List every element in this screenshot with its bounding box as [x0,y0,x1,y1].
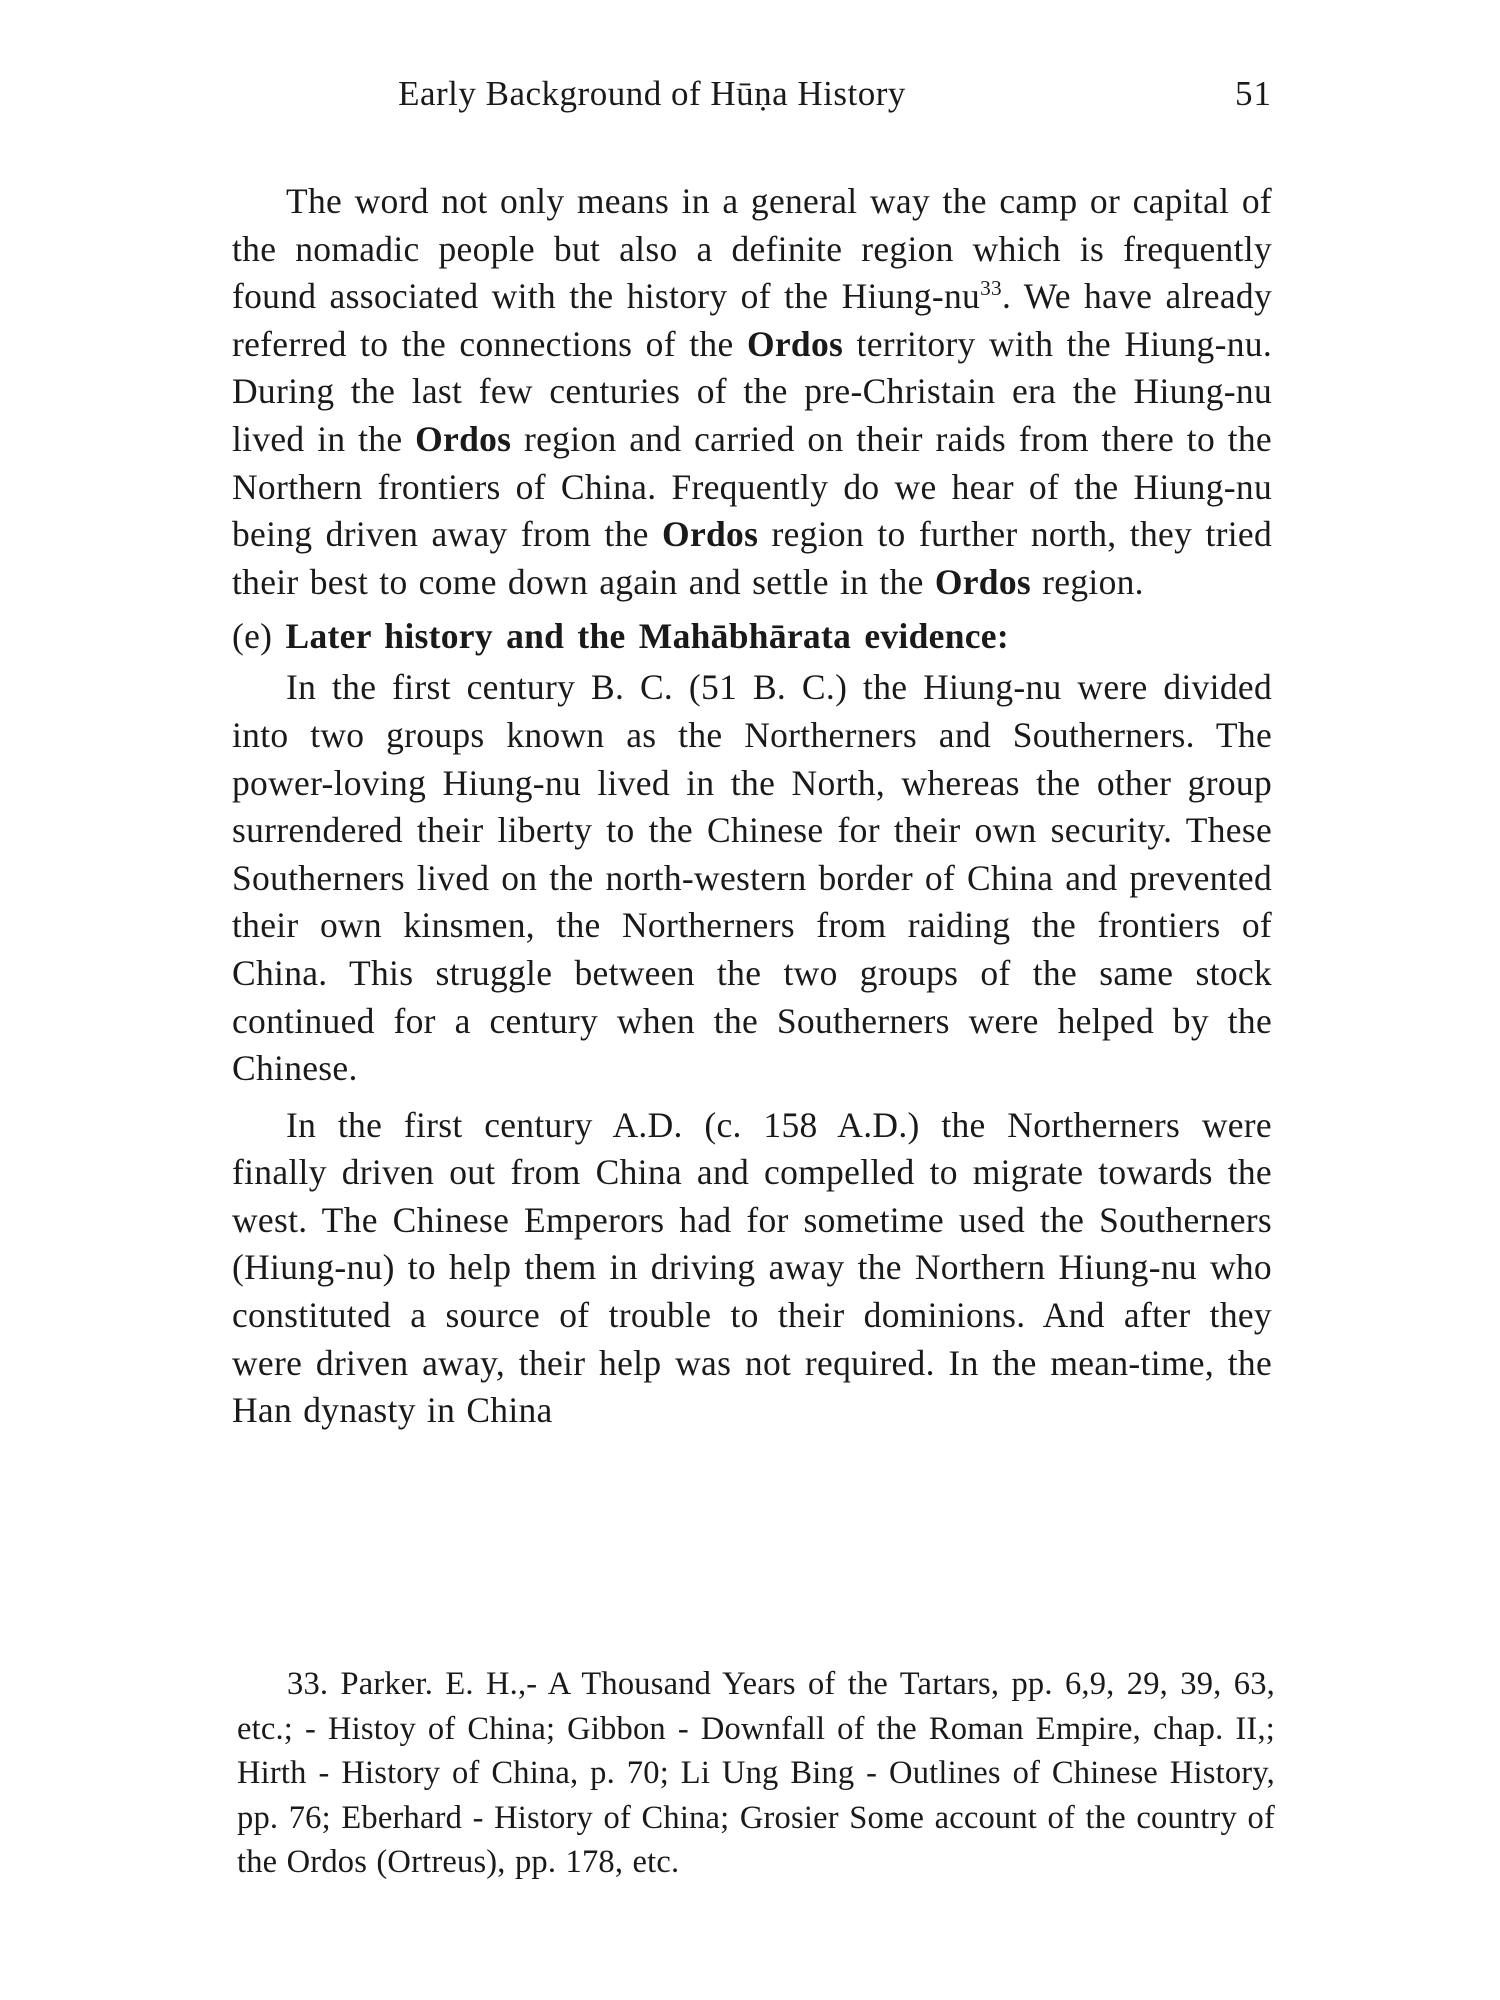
paragraph-3: In the first century A.D. (c. 158 A.D.) the Northerners were finally driven out from China and compelled to migrate towards the west. The Chinese Emperors had for sometime used the Southerners (Hiung-nu) to help them in driving away the Northern Hiung-nu who constituted a source of trouble to their dominions. And after they were driven away, their help was not required. In the mean-time, the Han dynasty in China [232,1104,1272,1431]
footnote-reference: 33 [980,276,1002,301]
paragraph-2: In the first century B. C. (51 B. C.) the Hiung-nu were divided into two groups known as the Northerners and Southerners. The power-loving Hiung-nu lived in the North, whereas the other group surrendered their liberty to the Chinese for their own security. These Southerners lived on the north-western border of China and prevented their own kinsmen, the Northerners from raiding the frontiers of China. This struggle between the two groups of the same stock continued for a century when the Southerners were helped by the Chinese. [232,667,1272,1089]
paragraph-1-part-1: The word not only means in a general way the camp or capital of the nomadic people but also a definite region which is frequently found associated with the history of the Hiung-nu [232,181,1272,317]
paragraph-1-part-4: region and carried on their raids from there to the Northern frontiers of China. Frequently do we hear of the Hiung-nu being driven away from the [232,418,1272,555]
paragraph-1-part-3: territory with the Hiung-nu. During the last few centuries of the pre-Christain era the Hiung-nu lived in the [232,323,1272,459]
section-label: (e) [232,616,273,657]
page-number: 51 [1235,74,1272,113]
ordos-term: Ordos [415,418,512,459]
footnote-33: 33. Parker. E. H.,- A Thousand Years of the Tartars, pp. 6,9, 29, 39, 63, etc.; - Histoy of China; Gibbon - Downfall of the Roman Empire, chap. II,; Hirth - History of China, p. 70; Li Ung Bing - Outlines of Chinese History, pp. 76; Eberhard - History of China; Grosier Some account of the country of the Ordos (Ortreus), pp. 178, etc. [237,1666,1275,1880]
main-text [232,178,1272,1435]
running-header [232,72,1272,116]
section-title: Later history and the Mahābhārata evidence: [285,616,1009,657]
ordos-term: Ordos [934,561,1031,602]
paragraph-1-part-2: . We have already referred to the connections of the [232,276,1272,364]
ordos-term: Ordos [662,514,759,555]
running-title: Early Background of Hūṇa History [398,74,906,113]
paragraph-1-part-5: region to further north, they tried their best to come down again and settle in the [232,514,1272,602]
section-heading [232,612,1272,660]
ordos-term: Ordos [746,323,844,364]
paragraph-1 [232,178,1272,606]
paragraph-1-part-6: region. [1031,561,1144,602]
